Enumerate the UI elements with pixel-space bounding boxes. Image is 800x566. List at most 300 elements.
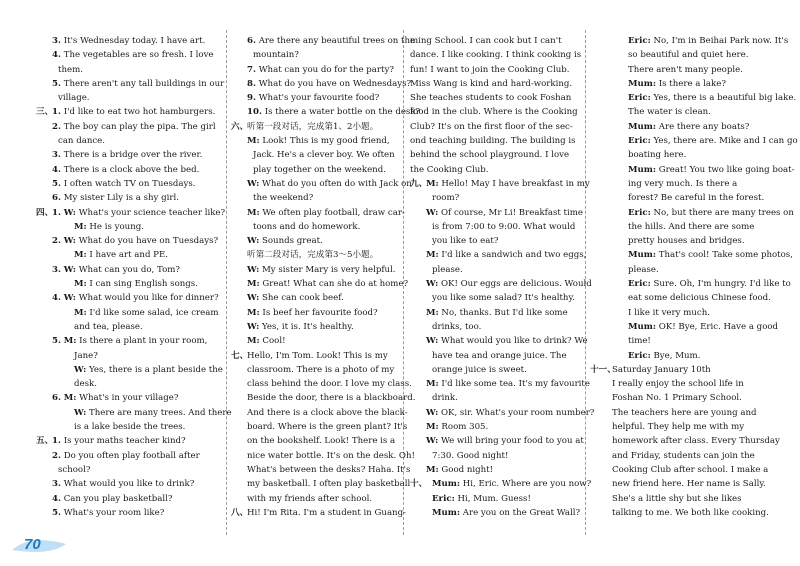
- text-line: [590, 48, 785, 62]
- speaker-label: W:: [63, 236, 76, 247]
- speaker-label: W:: [247, 178, 260, 189]
- speaker-label: M:: [63, 393, 77, 404]
- line-text: them.: [58, 64, 83, 75]
- text-line: [36, 406, 232, 420]
- text-line: [590, 177, 785, 191]
- section-number: 七、: [231, 350, 249, 361]
- text-line: [36, 363, 232, 377]
- section-number: 八、: [231, 507, 249, 518]
- line-text: Saturday January 10th: [612, 364, 711, 375]
- line-text: Hi, Mum. Guess!: [457, 493, 531, 504]
- text-line: [36, 377, 232, 391]
- text-line: [231, 248, 399, 262]
- line-text: room?: [432, 193, 460, 204]
- text-line: [410, 363, 582, 377]
- line-text: Foshan No. 1 Primary School.: [612, 393, 742, 404]
- item-number: 1.: [52, 107, 61, 118]
- line-text: There aren't any tall buildings in our: [63, 78, 225, 89]
- line-text: pretty houses and bridges.: [628, 236, 745, 247]
- line-text: OK, sir. What's your room number?: [440, 407, 595, 418]
- text-line: [590, 449, 785, 463]
- text-line: [231, 48, 399, 62]
- item-number: 4.: [52, 293, 61, 304]
- text-line: [410, 463, 582, 477]
- text-line: [36, 477, 232, 491]
- line-text: Of course, Mr Li! Breakfast time: [440, 207, 583, 218]
- text-line: [590, 206, 794, 220]
- text-line: [231, 506, 407, 520]
- text-line: [410, 34, 582, 48]
- text-line: [590, 248, 793, 262]
- speaker-label: Mum:: [628, 321, 657, 332]
- text-line: [410, 320, 582, 334]
- speaker-label: Mum:: [628, 250, 657, 261]
- text-line: [590, 163, 795, 177]
- line-text: the Cooking Club.: [410, 164, 489, 175]
- line-text: orange juice is sweet.: [432, 364, 527, 375]
- item-number: 2.: [52, 121, 61, 132]
- speaker-label: Eric:: [628, 207, 651, 218]
- text-line: [410, 334, 588, 348]
- text-line: [590, 191, 785, 205]
- line-text: I'd like some tea. It's my favourite: [441, 379, 590, 390]
- text-line: [410, 420, 582, 434]
- text-line: [36, 492, 232, 506]
- line-text: What's your science teacher like?: [78, 207, 226, 218]
- text-line: [590, 148, 785, 162]
- text-line: [410, 177, 590, 191]
- text-line: [410, 77, 582, 91]
- line-text: What's your room like?: [63, 507, 165, 518]
- line-text: drink.: [432, 393, 458, 404]
- item-number: 1.: [52, 207, 61, 218]
- item-number: 1.: [52, 436, 61, 447]
- line-text: Hello! May I have breakfast in my: [441, 178, 590, 189]
- text-line: [231, 263, 399, 277]
- item-number: 5.: [52, 178, 61, 189]
- text-line: [590, 320, 785, 334]
- text-line: [410, 406, 595, 420]
- line-text: Yes, there is a beautiful big lake.: [653, 93, 797, 104]
- line-text: Can you play basketball?: [63, 493, 173, 504]
- speaker-label: W:: [426, 207, 439, 218]
- text-line: [590, 234, 785, 248]
- line-text: with my friends after school.: [247, 493, 373, 504]
- text-line: [36, 48, 232, 62]
- text-line: [590, 120, 785, 134]
- line-text: What would you like to drink?: [63, 479, 195, 490]
- text-line: [410, 91, 582, 105]
- line-text: What can you do for the party?: [258, 64, 394, 75]
- text-line: [36, 434, 232, 448]
- text-line: [410, 492, 582, 506]
- line-text: Hi! I'm Rita. I'm a student in Guang-: [247, 507, 407, 518]
- line-text: 7:30. Good night!: [432, 450, 509, 461]
- text-line: [36, 234, 232, 248]
- text-line: [231, 206, 405, 220]
- line-text: What would you like to drink? We: [440, 336, 588, 347]
- line-text: Great! What can she do at home?: [262, 279, 409, 290]
- text-line: [410, 48, 582, 62]
- text-line: [231, 148, 399, 162]
- line-text: Yes, it is. It's healthy.: [261, 321, 354, 332]
- text-line: [410, 191, 582, 205]
- item-number: 2.: [52, 450, 61, 461]
- speaker-label: Mum:: [628, 164, 657, 175]
- speaker-label: W:: [247, 321, 260, 332]
- line-text: What's between the desks? Haha. It's: [247, 464, 411, 475]
- line-text: I'd like a sandwich and two eggs,: [441, 250, 587, 261]
- text-line: [231, 234, 399, 248]
- answer-column-2: [231, 34, 421, 520]
- item-number: 6.: [52, 393, 61, 404]
- text-line: [36, 391, 232, 405]
- item-number: 9.: [247, 93, 256, 104]
- line-text: She can cook beef.: [261, 293, 344, 304]
- line-text: I can sing English songs.: [89, 279, 198, 290]
- text-line: [231, 220, 399, 234]
- text-line: [410, 220, 582, 234]
- line-text: board. Where is the green plant? It's: [247, 422, 408, 433]
- line-text: Is there a water bottle on the desk?: [264, 107, 421, 118]
- text-line: [410, 377, 590, 391]
- text-line: [590, 492, 785, 506]
- text-line: [36, 34, 232, 48]
- text-line: [410, 477, 592, 491]
- section-number: 十、: [410, 479, 428, 490]
- item-number: 7.: [247, 64, 256, 75]
- text-line: [36, 248, 232, 262]
- text-line: [36, 77, 232, 91]
- text-line: [36, 306, 232, 320]
- speaker-label: Eric:: [432, 493, 455, 504]
- line-text: Great! You two like going boat-: [658, 164, 795, 175]
- line-text: can dance.: [58, 136, 105, 147]
- text-line: [410, 263, 582, 277]
- text-line: [231, 134, 399, 148]
- text-line: [590, 220, 785, 234]
- line-text: OK! Bye, Eric. Have a good: [658, 321, 779, 332]
- text-line: [410, 248, 587, 262]
- item-number: 5.: [52, 336, 61, 347]
- speaker-label: W:: [63, 264, 76, 275]
- line-text: time!: [628, 336, 651, 347]
- line-text: Bye, Mum.: [653, 350, 701, 361]
- line-text: Good night!: [441, 464, 494, 475]
- line-text: No, I'm in Beihai Park now. It's: [653, 36, 789, 46]
- text-line: [410, 206, 582, 220]
- speaker-label: Mum:: [628, 121, 657, 132]
- line-text: Are there any boats?: [658, 121, 750, 132]
- text-line: [410, 449, 582, 463]
- line-text: talking to me. We both like cooking.: [612, 507, 769, 518]
- text-line: [590, 134, 798, 148]
- page-number: 70: [24, 536, 41, 553]
- item-number: 2.: [52, 236, 61, 247]
- line-text: 听第二段对话，完成第3～5小题。: [247, 250, 379, 261]
- line-text: please.: [432, 264, 463, 275]
- line-text: on the bookshelf. Look! There is a: [247, 436, 396, 447]
- text-line: [410, 134, 582, 148]
- line-text: We will bring your food to you at: [440, 436, 584, 447]
- line-text: dance. I like cooking. I think cooking is: [410, 50, 582, 61]
- text-line: [590, 277, 791, 291]
- line-text: nice water bottle. It's on the desk. Oh!: [247, 450, 415, 461]
- text-line: [590, 420, 785, 434]
- item-number: 5.: [52, 507, 61, 518]
- item-number: 3.: [52, 150, 61, 161]
- text-line: [590, 77, 785, 91]
- speaker-label: M:: [426, 379, 439, 390]
- text-line: [36, 291, 232, 305]
- text-line: [590, 263, 785, 277]
- line-text: you like some salad? It's healthy.: [432, 293, 575, 304]
- line-text: drinks, too.: [432, 321, 482, 332]
- speaker-label: Mum:: [432, 479, 461, 490]
- line-text: Beside the door, there is a blackboard.: [247, 393, 416, 404]
- text-line: [36, 420, 232, 434]
- speaker-label: W:: [426, 336, 439, 347]
- line-text: school?: [58, 464, 91, 475]
- line-text: What do you have on Tuesdays?: [78, 236, 219, 247]
- line-text: OK! Our eggs are delicious. Would: [440, 279, 592, 290]
- text-line: [231, 334, 399, 348]
- line-text: Hello, I'm Tom. Look! This is my: [247, 350, 388, 361]
- text-line: [231, 363, 399, 377]
- line-text: eat some delicious Chinese food.: [628, 293, 771, 304]
- line-text: Do you often play football after: [63, 450, 200, 461]
- text-line: [231, 391, 416, 405]
- text-line: [590, 463, 785, 477]
- text-line: [231, 105, 421, 119]
- text-line: [36, 120, 232, 134]
- speaker-label: M:: [63, 336, 77, 347]
- line-text: fun! I want to join the Cooking Club.: [410, 64, 570, 75]
- line-text: I have art and PE.: [89, 250, 168, 261]
- text-line: [36, 63, 232, 77]
- line-text: I really enjoy the school life in: [612, 379, 744, 390]
- item-number: 8.: [247, 78, 256, 89]
- line-text: toons and do homework.: [253, 221, 361, 232]
- speaker-label: M:: [426, 178, 439, 189]
- line-text: homework after class. Every Thursday: [612, 436, 780, 447]
- text-line: [231, 406, 408, 420]
- text-line: [590, 363, 785, 377]
- text-line: [590, 306, 785, 320]
- line-text: Sounds great.: [261, 236, 323, 247]
- line-text: My sister Mary is very helpful.: [261, 264, 396, 275]
- line-text: She's a little shy but she likes: [612, 493, 742, 504]
- text-line: [231, 291, 399, 305]
- line-text: No, but there are many trees on: [653, 207, 794, 218]
- line-text: Hi, Eric. Where are you now?: [462, 479, 592, 490]
- line-text: 听第一段对话，完成第1、2小题。: [247, 121, 379, 132]
- text-line: [231, 63, 399, 77]
- line-text: There aren't many people.: [628, 64, 743, 75]
- speaker-label: Mum:: [628, 78, 657, 89]
- line-text: Yes, there are. Mike and I can go: [653, 136, 798, 147]
- item-number: 4.: [52, 164, 61, 175]
- speaker-label: M:: [247, 207, 260, 218]
- line-text: please.: [628, 264, 659, 275]
- line-text: so beautiful and quiet here.: [628, 50, 749, 61]
- answer-column-4: [590, 34, 798, 520]
- line-text: my basketball. I often play basketball: [247, 479, 411, 490]
- speaker-label: M:: [247, 279, 260, 290]
- item-number: 6.: [52, 193, 61, 204]
- line-text: I like it very much.: [628, 307, 710, 318]
- line-text: The vegetables are so fresh. I love: [63, 50, 214, 61]
- line-text: forest? Be careful in the forest.: [628, 193, 765, 204]
- speaker-label: Eric:: [628, 279, 651, 290]
- speaker-label: Mum:: [432, 507, 461, 518]
- line-text: I'd like to eat two hot hamburgers.: [63, 107, 216, 118]
- speaker-label: M:: [247, 136, 260, 147]
- text-line: [410, 434, 582, 448]
- text-line: [36, 163, 232, 177]
- text-line: [231, 277, 409, 291]
- line-text: My sister Lily is a shy girl.: [63, 193, 179, 204]
- text-line: [231, 349, 399, 363]
- text-line: [231, 463, 411, 477]
- line-text: and Friday, students can join the: [612, 450, 755, 461]
- line-text: Jack. He's a clever boy. We often: [253, 150, 395, 161]
- line-text: you like to eat?: [432, 236, 499, 247]
- text-line: [231, 306, 399, 320]
- line-text: Is your maths teacher kind?: [63, 436, 186, 447]
- speaker-label: M:: [426, 422, 439, 433]
- line-text: Is there a plant in your room,: [79, 336, 208, 347]
- speaker-label: Eric:: [628, 350, 651, 361]
- text-line: [410, 148, 582, 162]
- text-line: [36, 191, 232, 205]
- line-text: She teaches students to cook Foshan: [410, 93, 572, 104]
- speaker-label: W:: [74, 407, 87, 418]
- section-number: 九、: [410, 178, 428, 189]
- speaker-label: W:: [426, 436, 439, 447]
- line-text: and tea, please.: [74, 321, 143, 332]
- line-text: new friend here. Her name is Sally.: [612, 479, 766, 490]
- text-line: [590, 406, 785, 420]
- text-line: [410, 63, 582, 77]
- text-line: [410, 391, 582, 405]
- text-line: [36, 320, 232, 334]
- section-number: 三、: [36, 107, 54, 118]
- text-line: [590, 334, 785, 348]
- text-line: [231, 420, 408, 434]
- text-line: [590, 91, 797, 105]
- line-text: Jane?: [74, 350, 98, 361]
- text-line: [410, 506, 582, 520]
- line-text: What's in your village?: [79, 393, 179, 404]
- line-text: There is a clock above the bed.: [63, 164, 200, 175]
- text-line: [231, 320, 399, 334]
- line-text: desk.: [74, 379, 97, 390]
- item-number: 3.: [52, 479, 61, 490]
- text-line: [231, 492, 399, 506]
- line-text: Is beef her favourite food?: [262, 307, 378, 318]
- text-line: [231, 34, 416, 48]
- text-line: [590, 391, 785, 405]
- speaker-label: W:: [247, 236, 260, 247]
- text-line: [410, 349, 582, 363]
- text-line: [231, 377, 412, 391]
- line-text: The water is clean.: [628, 107, 711, 118]
- text-line: [410, 291, 582, 305]
- text-line: [36, 263, 232, 277]
- line-text: He is young.: [89, 221, 144, 232]
- item-number: 3.: [52, 264, 61, 275]
- line-text: Miss Wang is kind and hard-working.: [410, 78, 573, 89]
- speaker-label: M:: [426, 307, 439, 318]
- speaker-label: M:: [74, 307, 87, 318]
- line-text: ond teaching building. The building is: [410, 136, 576, 147]
- text-line: [231, 163, 399, 177]
- text-line: [36, 463, 232, 477]
- text-line: [590, 34, 789, 48]
- text-line: [410, 105, 582, 119]
- line-text: Look! This is my good friend,: [262, 136, 390, 147]
- text-line: [36, 134, 232, 148]
- line-text: What would you like for dinner?: [78, 293, 219, 304]
- section-number: 十一、: [590, 364, 616, 375]
- text-line: [590, 477, 785, 491]
- text-line: [590, 506, 785, 520]
- line-text: Are you on the Great Wall?: [462, 507, 581, 518]
- text-line: [231, 434, 399, 448]
- text-line: [36, 177, 232, 191]
- text-line: [231, 120, 399, 134]
- text-line: [590, 291, 785, 305]
- answer-column-3: [410, 34, 595, 520]
- section-number: 六、: [231, 121, 249, 132]
- line-text: ing very much. Is there a: [628, 178, 738, 189]
- speaker-label: W:: [63, 293, 76, 304]
- line-text: What do you often do with Jack on: [261, 178, 412, 189]
- text-line: [410, 120, 582, 134]
- line-text: play together on the weekend.: [253, 164, 386, 175]
- speaker-label: W:: [247, 293, 260, 304]
- text-line: [590, 434, 785, 448]
- line-text: Cooking Club after school. I make a: [612, 464, 769, 475]
- speaker-label: M:: [247, 307, 260, 318]
- text-line: [36, 506, 232, 520]
- line-text: is a lake beside the trees.: [74, 422, 186, 433]
- text-line: [590, 63, 785, 77]
- page-number-badge: [10, 530, 68, 556]
- line-text: Room 305.: [441, 422, 489, 433]
- text-line: [410, 306, 582, 320]
- line-text: boating here.: [628, 150, 687, 161]
- item-number: 6.: [247, 36, 256, 46]
- line-text: We often play football, draw car-: [262, 207, 405, 218]
- text-line: [231, 77, 412, 91]
- line-text: And there is a clock above the black-: [247, 407, 408, 418]
- text-line: [590, 377, 785, 391]
- line-text: No, thanks. But I'd like some: [441, 307, 568, 318]
- speaker-label: M:: [426, 250, 439, 261]
- speaker-label: W:: [426, 407, 439, 418]
- item-number: 3.: [52, 36, 61, 46]
- text-line: [410, 277, 592, 291]
- line-text: ming School. I can cook but I can't: [410, 36, 562, 46]
- text-line: [36, 220, 232, 234]
- text-line: [36, 148, 232, 162]
- line-text: food in the club. Where is the Cooking: [410, 107, 578, 118]
- line-text: the weekend?: [253, 193, 314, 204]
- speaker-label: Eric:: [628, 93, 651, 104]
- text-line: [36, 334, 232, 348]
